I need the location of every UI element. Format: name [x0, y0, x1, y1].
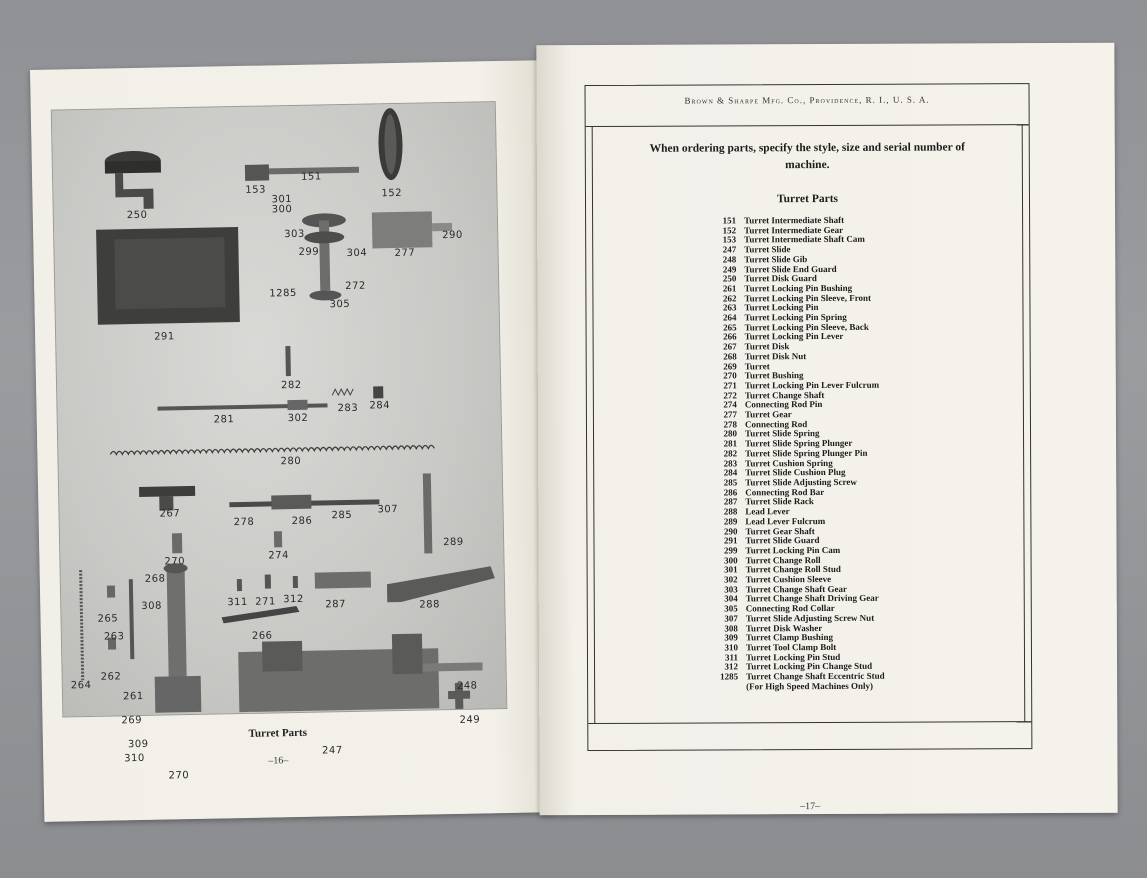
part-name: Turret	[744, 360, 770, 371]
part-name: Turret Cushion Spring	[745, 457, 833, 468]
part-label: 299	[298, 246, 320, 258]
part-number: 301	[724, 564, 738, 575]
part-number: 267	[723, 341, 737, 352]
part-label: 303	[284, 228, 305, 241]
running-head: Brown & Sharpe Mfg. Co., Providence, R. I., U. S. A.	[684, 94, 930, 106]
part-name: Turret Intermediate Gear	[744, 224, 844, 236]
part-label: 312	[283, 593, 304, 606]
part-number: 289	[723, 516, 738, 527]
part-name: Turret Locking Pin Lever Fulcrum	[744, 379, 880, 391]
part-label: 309	[127, 738, 149, 751]
part-number: 261	[722, 283, 737, 294]
part-name: Turret Locking Pin Lever	[744, 331, 844, 342]
frame-rule-left	[592, 126, 596, 724]
page-number-left: –16–	[268, 755, 289, 767]
part-name: Turret Slide Spring	[744, 428, 820, 439]
part-label: 262	[100, 671, 122, 683]
part-label: 281	[213, 414, 235, 426]
part-label: 261	[122, 690, 144, 703]
part-number: 299	[724, 545, 738, 556]
part-number: 265	[723, 322, 737, 333]
part-label: 267	[159, 508, 181, 520]
part-label: 280	[280, 455, 302, 468]
part-number: 271	[723, 380, 737, 391]
part-number: 290	[723, 525, 738, 536]
part-number: 288	[723, 506, 738, 517]
part-name: Turret Disk Guard	[744, 273, 817, 284]
part-name: Turret Slide	[744, 244, 791, 255]
part-name: Turret Locking Pin Cam	[745, 544, 841, 556]
part-number: 300	[724, 555, 738, 566]
footer-rule	[588, 721, 1031, 724]
part-label: 283	[337, 402, 359, 415]
part-name: Turret Intermediate Shaft Cam	[744, 234, 865, 245]
part-number: 277	[723, 409, 737, 420]
parts-list	[714, 215, 1016, 692]
part-number: 266	[723, 331, 737, 342]
part-name: Connecting Rod Collar	[745, 603, 835, 614]
part-label: 265	[97, 613, 119, 625]
part-number: 312	[724, 661, 739, 672]
part-label: 151	[301, 171, 322, 183]
part-name: Turret Tool Clamp Bolt	[745, 641, 837, 653]
part-name: Turret Change Roll Stud	[745, 564, 841, 575]
part-name: Turret Slide Spring Plunger	[745, 438, 853, 449]
part-name: Turret Locking Pin Sleeve, Back	[744, 321, 869, 333]
part-number: 250	[722, 273, 737, 284]
part-name: Turret Disk Washer	[745, 622, 823, 633]
part-label: 307	[377, 504, 399, 516]
part-label: 277	[394, 247, 416, 260]
part-name: Turret Disk Nut	[744, 350, 807, 362]
part-number: 248	[722, 254, 737, 265]
part-name: Turret Locking Pin Change Stud	[746, 661, 873, 672]
part-number: 264	[722, 312, 737, 323]
part-number: 291	[723, 535, 738, 546]
part-label: 287	[325, 599, 347, 611]
part-number: 262	[722, 293, 737, 304]
page-number-right: –17–	[800, 801, 821, 813]
part-label: 305	[329, 298, 351, 311]
part-name: Turret Change Shaft Gear	[745, 583, 847, 595]
part-label: 282	[281, 379, 302, 392]
part-name: Turret Locking Pin Bushing	[744, 282, 853, 294]
part-label: 304	[346, 247, 368, 259]
part-label: 269	[121, 714, 143, 727]
part-number: 285	[723, 477, 738, 488]
part-label: 310	[124, 752, 145, 765]
part-number: 269	[723, 360, 737, 371]
part-name: Turret Locking Pin	[744, 302, 819, 313]
part-name: Turret Clamp Bushing	[745, 632, 833, 643]
part-number: 310	[724, 642, 738, 653]
part-number: 247	[722, 244, 737, 255]
part-name: Turret Slide Spring Plunger Pin	[745, 447, 868, 459]
part-label: 291	[154, 331, 175, 343]
part-number: 283	[723, 457, 738, 469]
part-label: 152	[381, 187, 403, 200]
part-label: 301	[271, 193, 293, 206]
left-page	[30, 60, 554, 822]
part-label: 264	[70, 679, 92, 692]
part-number: 278	[723, 419, 737, 430]
part-number: 1285	[720, 671, 739, 682]
part-number: 286	[723, 487, 738, 498]
part-name: Turret Disk	[744, 341, 790, 352]
part-label: 308	[141, 600, 163, 612]
part-number: 311	[724, 652, 739, 663]
part-label: 289	[443, 536, 464, 549]
header-rule	[586, 124, 1029, 127]
part-number: 287	[723, 496, 738, 507]
part-number: 263	[722, 302, 737, 313]
part-number: 152	[722, 225, 737, 236]
part-number: 272	[723, 390, 737, 401]
part-number: 308	[724, 622, 738, 633]
part-number: 307	[724, 613, 738, 624]
part-number: 305	[724, 603, 738, 614]
part-name: Turret Cushion Sleeve	[745, 573, 832, 585]
part-number: 268	[723, 351, 737, 362]
part-name: Turret Slide Rack	[745, 496, 814, 507]
part-label: 268	[144, 573, 166, 585]
part-label: 286	[291, 515, 313, 528]
part-name: Turret Change Shaft Driving Gear	[745, 593, 879, 604]
part-number: 309	[724, 632, 738, 643]
part-number: 303	[724, 584, 738, 595]
part-number: 281	[723, 438, 738, 449]
parts-footnote: (For High Speed Machines Only)	[746, 680, 873, 692]
part-name: Turret Intermediate Shaft	[744, 214, 845, 226]
part-label: 266	[251, 630, 273, 642]
part-name: Turret Slide Cushion Plug	[745, 467, 846, 478]
part-number: 151	[722, 215, 737, 226]
part-name: Turret Slide Adjusting Screw	[745, 476, 857, 488]
part-number: 302	[724, 574, 738, 585]
part-label: 290	[442, 229, 463, 242]
part-label: 270	[164, 556, 186, 568]
part-number: 274	[723, 399, 737, 410]
part-name: Turret Bushing	[744, 370, 804, 381]
part-number: 280	[723, 428, 738, 439]
part-name: Turret Locking Pin Stud	[745, 651, 841, 662]
part-label: 250	[126, 209, 148, 222]
part-number: 153	[722, 234, 737, 245]
part-label: 271	[255, 596, 276, 608]
ordering-note: When ordering parts, specify the style, size and serial number of machine.	[649, 141, 965, 172]
part-label: 300	[271, 203, 293, 216]
part-name: Turret Locking Pin Sleeve, Front	[744, 292, 872, 303]
part-label: 288	[419, 599, 441, 611]
frame-rule-right	[1022, 124, 1026, 722]
part-label: 247	[322, 745, 343, 757]
part-name: Turret Slide End Guard	[744, 263, 837, 274]
part-number: 249	[722, 263, 737, 274]
part-label: 285	[331, 509, 353, 522]
part-number: 284	[723, 467, 738, 478]
part-name: Connecting Rod Bar	[745, 486, 825, 498]
part-label: 248	[456, 680, 478, 692]
right-page	[536, 43, 1117, 816]
part-name: Lead Lever Fulcrum	[745, 515, 826, 527]
part-number: 270	[723, 370, 737, 381]
part-number: 282	[723, 448, 738, 459]
part-label: 153	[245, 184, 267, 196]
part-number: 304	[724, 593, 738, 604]
part-label: 278	[233, 516, 255, 529]
part-name: Turret Change Shaft	[744, 389, 825, 401]
part-label: 311	[227, 596, 248, 609]
part-name: Turret Change Roll	[745, 554, 821, 565]
part-name: Turret Locking Pin Spring	[744, 311, 847, 323]
part-label: 1285	[269, 287, 297, 300]
section-title: Turret Parts	[776, 192, 839, 206]
part-name: Turret Slide Guard	[745, 535, 820, 546]
part-name: Turret Slide Adjusting Screw Nut	[745, 612, 875, 624]
part-label: 274	[268, 550, 290, 562]
part-label: 249	[459, 714, 481, 726]
part-name: Turret Gear	[744, 409, 792, 420]
part-label: 272	[345, 280, 366, 292]
part-name: Turret Change Shaft Eccentric Stud	[746, 670, 885, 682]
part-label: 302	[287, 412, 309, 425]
part-label: 284	[369, 400, 391, 412]
part-label: 263	[103, 631, 125, 643]
part-name: Lead Lever	[745, 506, 790, 517]
part-label: 270	[168, 770, 190, 782]
plate-caption: Turret Parts	[248, 726, 308, 740]
part-name: Turret Gear Shaft	[745, 525, 815, 536]
page-frame	[584, 83, 1032, 813]
part-name: Connecting Rod	[744, 418, 808, 430]
part-name: Turret Slide Gib	[744, 253, 808, 265]
part-name: Connecting Rod Pin	[744, 399, 823, 410]
